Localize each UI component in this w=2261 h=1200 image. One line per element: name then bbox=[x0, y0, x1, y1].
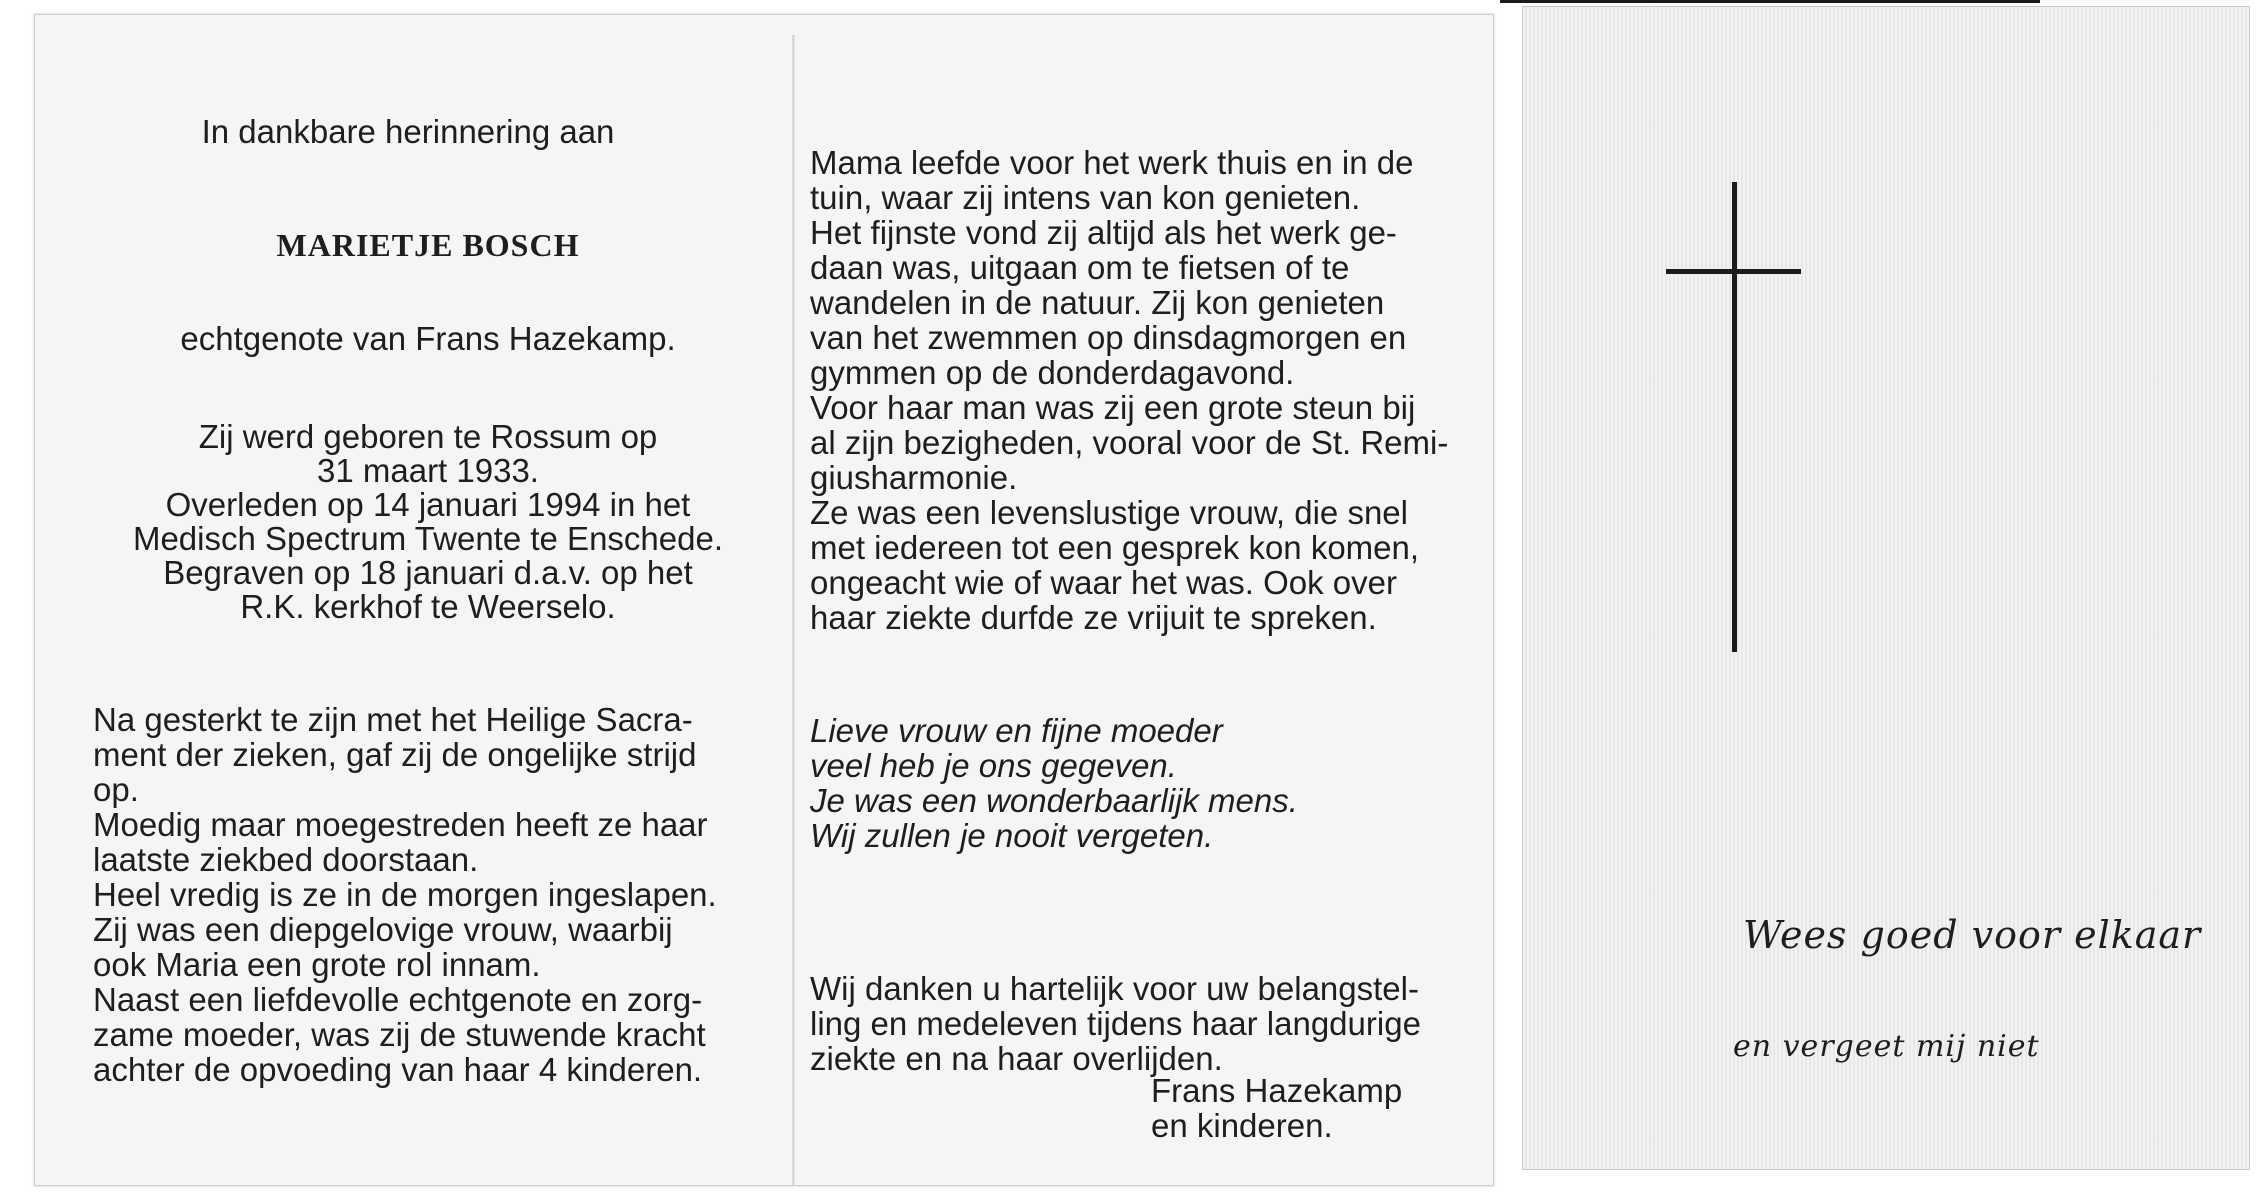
story-line: op. bbox=[93, 771, 139, 808]
story-line: zame moeder, was zij de stuwende kracht bbox=[93, 1016, 706, 1053]
signature bbox=[1151, 1073, 1402, 1143]
story-line: laatste ziekbed doorstaan. bbox=[93, 841, 479, 878]
poem-line: Je was een wonderbaarlijk mens. bbox=[810, 782, 1298, 819]
story-line: ment der zieken, gaf zij de ongelijke strijd bbox=[93, 736, 697, 773]
story-line: Ze was een levenslustige vrouw, die snel bbox=[810, 494, 1408, 531]
poem-line: Lieve vrouw en fijne moeder bbox=[810, 712, 1223, 749]
thanks-line: ling en medeleven tijdens haar langdurige bbox=[810, 1005, 1421, 1042]
story-line: Het fijnste vond zij altijd als het werk ge- bbox=[810, 214, 1397, 251]
life-details bbox=[93, 420, 763, 624]
story-line: tuin, waar zij intens van kon genieten. bbox=[810, 179, 1361, 216]
life-line: 31 maart 1933. bbox=[317, 452, 539, 489]
poem bbox=[810, 713, 1470, 853]
story-line: Heel vredig is ze in de morgen ingeslapen. bbox=[93, 876, 717, 913]
story-line: al zijn bezigheden, vooral voor de St. Remi- bbox=[810, 424, 1449, 461]
intro-text: In dankbare herinnering aan bbox=[201, 113, 615, 150]
scan-edge-line bbox=[1500, 0, 2040, 3]
cover-motto: Wees goed voor elkaar bbox=[1743, 913, 2202, 957]
card-fold bbox=[792, 35, 795, 1185]
left-story bbox=[93, 702, 763, 1087]
thanks-line: ziekte en na haar overlijden. bbox=[810, 1040, 1223, 1077]
story-line: Na gesterkt te zijn met het Heilige Sacra- bbox=[93, 701, 693, 738]
life-line: Overleden op 14 januari 1994 in het bbox=[165, 486, 691, 523]
story-line: achter de opvoeding van haar 4 kinderen. bbox=[93, 1051, 703, 1088]
memorial-card-inside bbox=[34, 14, 1494, 1186]
spouse-line: echtgenote van Frans Hazekamp. bbox=[180, 320, 676, 357]
life-line: R.K. kerkhof te Weerselo. bbox=[240, 588, 616, 625]
right-column bbox=[810, 145, 1470, 1076]
cross-horizontal bbox=[1666, 269, 1801, 274]
story-line: daan was, uitgaan om te fietsen of te bbox=[810, 249, 1350, 286]
poem-line: Wij zullen je nooit vergeten. bbox=[810, 817, 1214, 854]
story-line: Naast een liefdevolle echtgenote en zorg- bbox=[93, 981, 703, 1018]
story-line: ook Maria een grote rol innam. bbox=[93, 946, 541, 983]
life-line: Zij werd geboren te Rossum op bbox=[198, 418, 658, 455]
story-line: Moedig maar moegestreden heeft ze haar bbox=[93, 806, 708, 843]
poem-line: veel heb je ons gegeven. bbox=[810, 747, 1177, 784]
story-line: van het zwemmen op dinsdagmorgen en bbox=[810, 319, 1407, 356]
deceased-name: MARIETJE BOSCH bbox=[276, 227, 580, 263]
signature-line: en kinderen. bbox=[1151, 1107, 1333, 1144]
cross-vertical bbox=[1732, 182, 1737, 652]
story-line: ongeacht wie of waar het was. Ook over bbox=[810, 564, 1397, 601]
cover-subtitle: en vergeet mij niet bbox=[1733, 1029, 2040, 1064]
memorial-card-cover bbox=[1522, 6, 2250, 1170]
thanks-line: Wij danken u hartelijk voor uw belangstel- bbox=[810, 970, 1419, 1007]
right-story bbox=[810, 145, 1470, 635]
story-line: met iedereen tot een gesprek kon komen, bbox=[810, 529, 1420, 566]
story-line: giusharmonie. bbox=[810, 459, 1018, 496]
life-line: Medisch Spectrum Twente te Enschede. bbox=[132, 520, 724, 557]
life-line: Begraven op 18 januari d.a.v. op het bbox=[163, 554, 693, 591]
left-column bbox=[93, 115, 763, 1087]
story-line: haar ziekte durfde ze vrijuit te spreken. bbox=[810, 599, 1377, 636]
thanks bbox=[810, 971, 1470, 1076]
story-line: Zij was een diepgelovige vrouw, waarbij bbox=[93, 911, 673, 948]
story-line: Voor haar man was zij een grote steun bij bbox=[810, 389, 1416, 426]
story-line: Mama leefde voor het werk thuis en in de bbox=[810, 144, 1414, 181]
story-line: gymmen op de donderdagavond. bbox=[810, 354, 1295, 391]
story-line: wandelen in de natuur. Zij kon genieten bbox=[810, 284, 1385, 321]
signature-line: Frans Hazekamp bbox=[1151, 1072, 1403, 1109]
